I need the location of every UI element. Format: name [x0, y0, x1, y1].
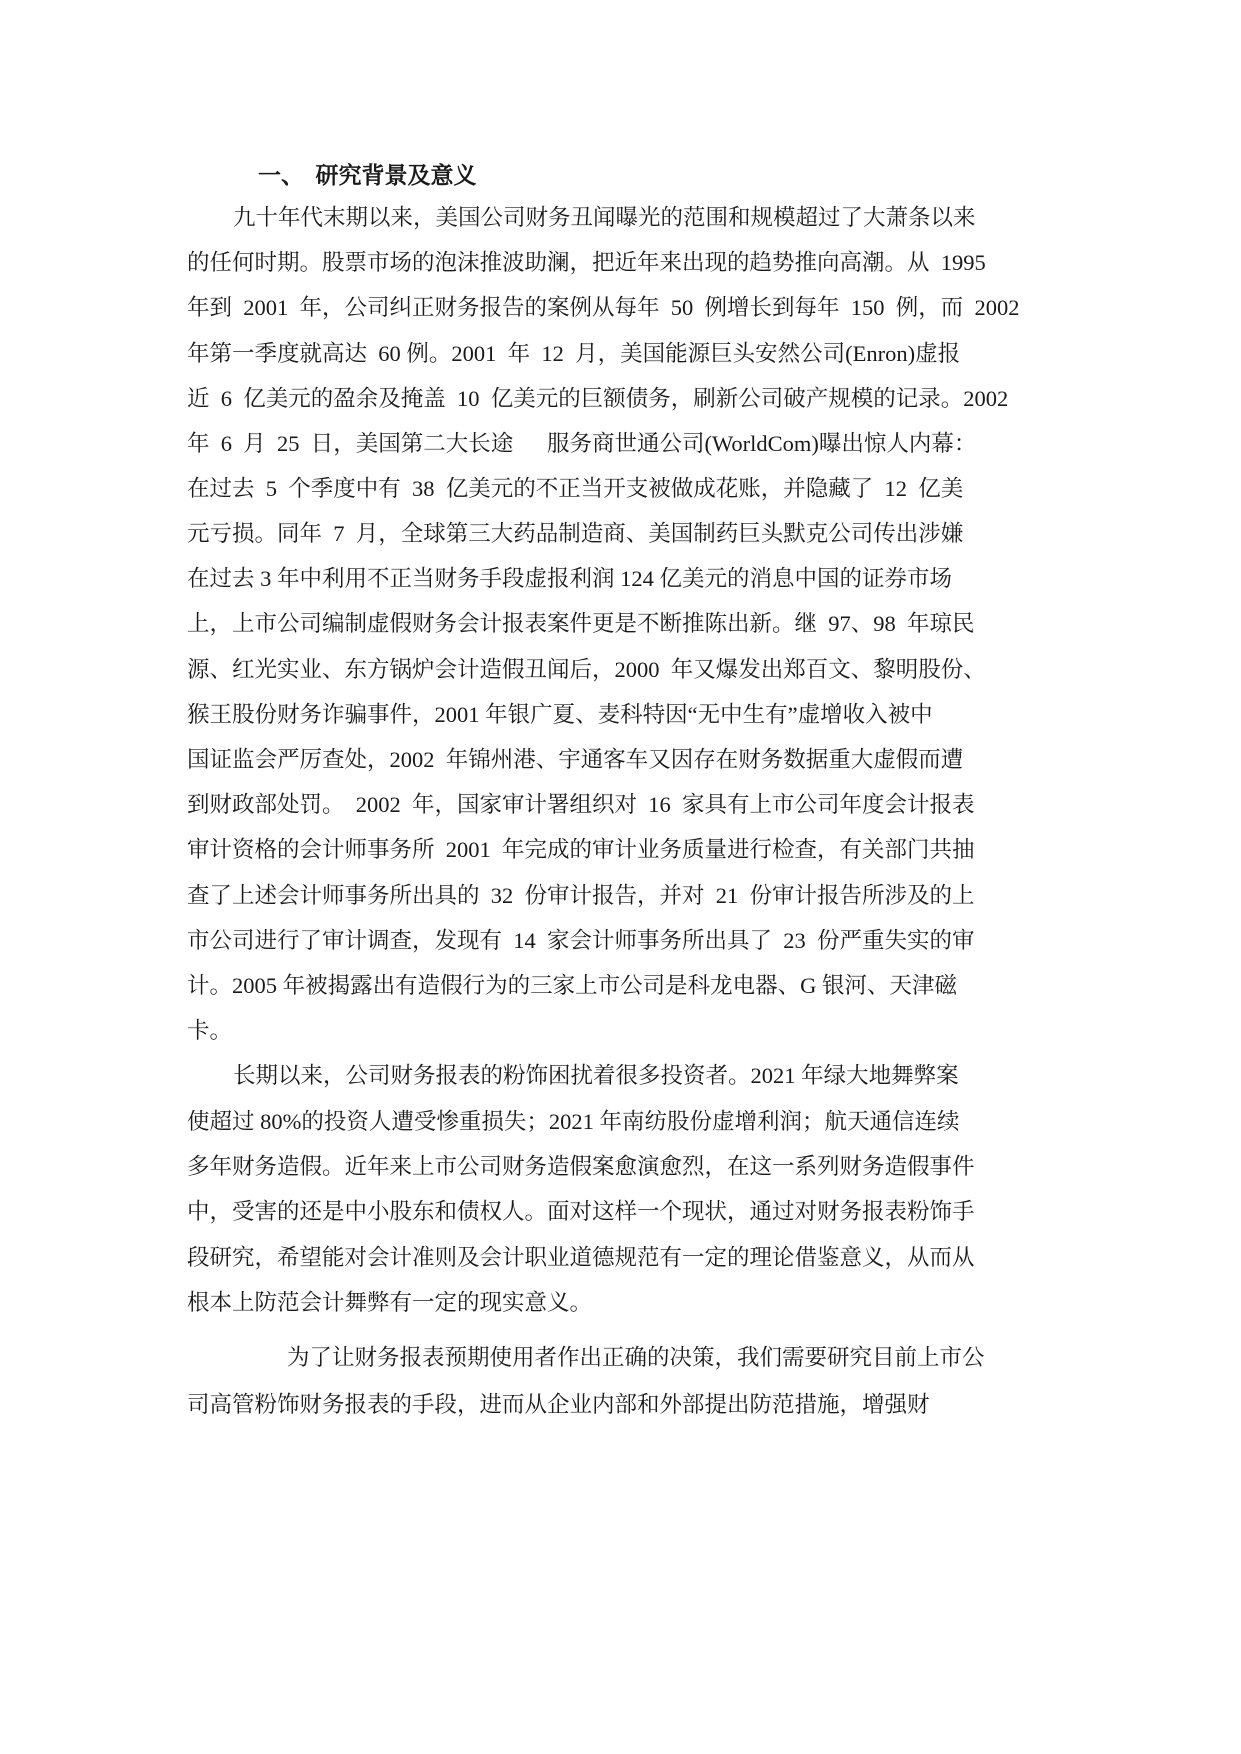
paragraph-line: 上，上市公司编制虚假财务会计报表案件更是不断推陈出新。继 97、98 年琼民 — [187, 611, 975, 636]
paragraph-line: 在过去 5 个季度中有 38 亿美元的不正当开支被做成花账，并隐藏了 12 亿美 — [187, 476, 964, 501]
paragraph-line: 司高管粉饰财务报表的手段，进而从企业内部和外部提出防范措施，增强财 — [187, 1392, 930, 1417]
paragraph-line: 到财政部处罚。 2002 年，国家审计署组织对 16 家具有上市公司年度会计报表 — [187, 792, 975, 817]
paragraph-line: 中，受害的还是中小股东和债权人。面对这样一个现状，通过对财务报表粉饰手 — [187, 1199, 975, 1224]
paragraph-line: 查了上述会计师事务所出具的 32 份审计报告，并对 21 份审计报告所涉及的上 — [187, 883, 975, 908]
paragraph-line: 元亏损。同年 7 月，全球第三大药品制造商、美国制药巨头默克公司传出涉嫌 — [187, 521, 964, 546]
paragraph-line: 年到 2001 年，公司纠正财务报告的案例从每年 50 例增长到每年 150 例，而 2002 — [187, 295, 1020, 320]
paragraph-line: 卡。 — [187, 1018, 233, 1043]
paragraph-line: 的任何时期。股票市场的泡沫推波助澜，把近年来出现的趋势推向高潮。从 1995 — [187, 250, 986, 275]
section-heading: 一、 研究背景及意义 — [258, 163, 477, 188]
paragraph-line: 国证监会严厉查处，2002 年锦州港、宇通客车又因存在财务数据重大虚假而遭 — [187, 747, 964, 772]
paragraph-line: 段研究，希望能对会计准则及会计职业道德规范有一定的理论借鉴意义，从而从 — [187, 1245, 975, 1270]
paragraph-line: 计。2005 年被揭露出有造假行为的三家上市公司是科龙电器、G 银河、天津磁 — [187, 973, 958, 998]
paragraph-line: 审计资格的会计师事务所 2001 年完成的审计业务质量进行检查，有关部门共抽 — [187, 837, 975, 862]
paragraph-line: 近 6 亿美元的盈余及掩盖 10 亿美元的巨额债务，刷新公司破产规模的记录。2002 — [187, 386, 1009, 411]
paragraph-line: 年 6 月 25 日，美国第二大长途 服务商世通公司(WorldCom)曝出惊人内幕： — [187, 431, 977, 456]
paragraph-line: 使超过 80%的投资人遭受惨重损失；2021 年南纺股份虚增利润；航天通信连续 — [187, 1109, 960, 1134]
paragraph-line: 年第一季度就高达 60 例。2001 年 12 月，美国能源巨头安然公司(Enron)虚报 — [187, 341, 961, 366]
paragraph-line: 猴王股份财务诈骗事件，2001 年银广夏、麦科特因“无中生有”虚增收入被中 — [187, 702, 933, 727]
paragraph-line: 根本上防范会计舞弊有一定的现实意义。 — [187, 1290, 593, 1315]
paragraph-line: 多年财务造假。近年来上市公司财务造假案愈演愈烈，在这一系列财务造假事件 — [187, 1154, 975, 1179]
paragraph-line: 长期以来，公司财务报表的粉饰困扰着很多投资者。2021 年绿大地舞弊案 — [233, 1063, 959, 1088]
paragraph-line: 源、红光实业、东方锅炉会计造假丑闻后，2000 年又爆发出郑百文、黎明股份、 — [187, 657, 986, 682]
paragraph-line: 为了让财务报表预期使用者作出正确的决策，我们需要研究目前上市公 — [287, 1345, 985, 1370]
paragraph-line: 市公司进行了审计调查，发现有 14 家会计师事务所出具了 23 份严重失实的审 — [187, 928, 975, 953]
paragraph-line: 九十年代末期以来，美国公司财务丑闻曝光的范围和规模超过了大萧条以来 — [233, 205, 976, 230]
paragraph-line: 在过去 3 年中利用不正当财务手段虚报利润 124 亿美元的消息中国的证券市场 — [187, 566, 953, 591]
